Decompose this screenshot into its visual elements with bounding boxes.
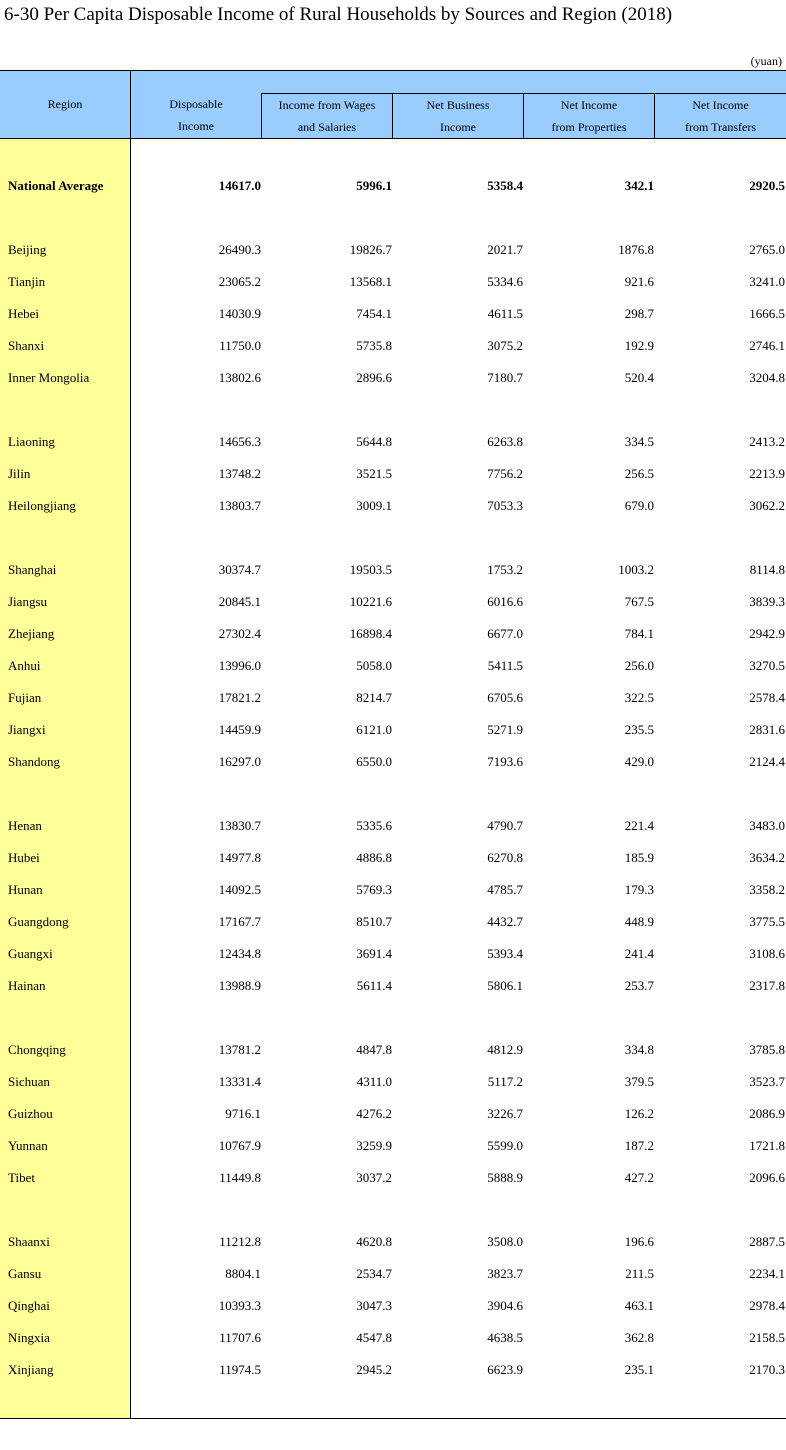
table-row [0,1106,786,1126]
value-disposable-income: 30374.7 [218,562,261,577]
value-disposable-income: 17821.2 [218,690,261,705]
value-net-income-transfers: 2831.6 [749,722,785,737]
value-wages-salaries: 19503.5 [349,562,392,577]
value-net-business-income: 6705.6 [487,690,523,705]
value-net-income-properties: 298.7 [624,306,654,321]
region-name: Beijing [8,242,47,257]
value-wages-salaries: 4847.8 [356,1042,392,1057]
value-disposable-income: 14092.5 [218,882,261,897]
region-name: Chongqing [8,1042,66,1057]
value-wages-salaries: 3691.4 [356,946,392,961]
value-net-business-income: 5411.5 [487,658,523,673]
income-table [0,70,786,1419]
table-row [0,978,786,998]
value-wages-salaries: 4620.8 [356,1234,392,1249]
value-net-business-income: 4638.5 [487,1330,523,1345]
table-row [0,754,786,774]
region-name: Hebei [8,306,40,321]
table-row [0,626,786,646]
value-net-income-transfers: 2978.4 [749,1298,785,1313]
region-column-background [0,139,130,1418]
value-disposable-income: 13748.2 [218,466,261,481]
value-net-income-properties: 235.1 [624,1362,654,1377]
value-wages-salaries: 5735.8 [356,338,392,353]
value-wages-salaries: 5335.6 [356,818,392,833]
value-net-business-income: 5358.4 [487,178,523,193]
region-name: Fujian [8,690,42,705]
region-name: Liaoning [8,434,55,449]
value-net-income-transfers: 3062.2 [749,498,785,513]
value-net-income-properties: 187.2 [624,1138,654,1153]
region-name: Anhui [8,658,41,673]
region-name: Shanxi [8,338,45,353]
value-net-income-properties: 126.2 [624,1106,654,1121]
header-disposable-income: Disposable Income [169,97,223,133]
value-disposable-income: 14617.0 [218,178,261,193]
value-wages-salaries: 5058.0 [356,658,392,673]
table-row [0,914,786,934]
region-name: National Average [8,178,104,193]
value-net-income-transfers: 2887.5 [749,1234,785,1249]
table-row [0,370,786,390]
value-net-business-income: 6677.0 [487,626,523,641]
value-net-business-income: 3226.7 [487,1106,523,1121]
value-wages-salaries: 10221.6 [349,594,392,609]
value-net-business-income: 5271.9 [487,722,523,737]
value-net-income-transfers: 2158.5 [749,1330,785,1345]
table-row [0,498,786,518]
value-disposable-income: 11974.5 [219,1362,261,1377]
table-row [0,434,786,454]
value-net-income-properties: 342.1 [624,178,654,193]
value-net-business-income: 4432.7 [487,914,523,929]
table-row [0,850,786,870]
value-net-income-properties: 192.9 [624,338,654,353]
value-net-business-income: 3904.6 [487,1298,523,1313]
value-net-business-income: 3823.7 [487,1266,523,1281]
value-wages-salaries: 6121.0 [356,722,392,737]
value-wages-salaries: 3047.3 [356,1298,392,1313]
value-net-business-income: 3508.0 [487,1234,523,1249]
table-row [0,1234,786,1254]
value-disposable-income: 13996.0 [218,658,261,673]
value-disposable-income: 23065.2 [218,274,261,289]
value-net-income-transfers: 2578.4 [749,690,785,705]
value-net-business-income: 6270.8 [487,850,523,865]
table-row [0,658,786,678]
value-disposable-income: 10393.3 [218,1298,261,1313]
region-name: Yunnan [8,1138,48,1153]
table-row [0,882,786,902]
page-title: 6-30 Per Capita Disposable Income of Rural Households by Sources and Region (2018) [4,4,673,25]
value-disposable-income: 12434.8 [218,946,261,961]
value-wages-salaries: 2534.7 [356,1266,392,1281]
table-header [0,71,786,139]
value-net-income-properties: 322.5 [624,690,654,705]
value-net-business-income: 7180.7 [487,370,523,385]
value-net-income-transfers: 3785.8 [749,1042,785,1057]
value-wages-salaries: 6550.0 [356,754,392,769]
national-average-row [0,178,786,198]
value-net-income-properties: 179.3 [624,882,654,897]
value-disposable-income: 13802.6 [218,370,261,385]
value-disposable-income: 9716.1 [225,1106,261,1121]
value-wages-salaries: 4311.0 [356,1074,392,1089]
value-net-income-properties: 362.8 [624,1330,654,1345]
value-net-income-transfers: 2920.5 [749,178,785,193]
value-disposable-income: 13331.4 [218,1074,261,1089]
value-net-income-properties: 241.4 [624,946,654,961]
header-net-income-properties: Net Income from Properties [523,93,654,138]
region-name: Hubei [8,850,40,865]
region-name: Tibet [8,1170,35,1185]
value-net-income-transfers: 1666.5 [749,306,785,321]
header-net-business-income: Net Business Income [392,93,523,138]
table-row [0,1170,786,1190]
value-net-income-properties: 256.5 [624,466,654,481]
value-net-income-properties: 379.5 [624,1074,654,1089]
region-name: Gansu [8,1266,42,1281]
value-net-income-transfers: 2086.9 [749,1106,785,1121]
region-name: Hunan [8,882,43,897]
value-net-business-income: 6623.9 [487,1362,523,1377]
value-wages-salaries: 8510.7 [356,914,392,929]
value-net-income-properties: 784.1 [624,626,654,641]
value-wages-salaries: 2945.2 [356,1362,392,1377]
region-name: Shanghai [8,562,57,577]
value-disposable-income: 20845.1 [218,594,261,609]
value-disposable-income: 13830.7 [218,818,261,833]
value-net-business-income: 6263.8 [487,434,523,449]
table-row [0,274,786,294]
value-net-income-transfers: 2746.1 [749,338,785,353]
value-disposable-income: 27302.4 [218,626,261,641]
value-disposable-income: 11212.8 [219,1234,261,1249]
table-row [0,690,786,710]
value-net-income-properties: 1876.8 [618,242,654,257]
value-net-income-transfers: 3358.2 [749,882,785,897]
value-net-income-transfers: 1721.8 [749,1138,785,1153]
region-name: Guangxi [8,946,53,961]
value-net-business-income: 4790.7 [487,818,523,833]
value-net-business-income: 6016.6 [487,594,523,609]
value-disposable-income: 17167.7 [218,914,261,929]
value-wages-salaries: 3259.9 [356,1138,392,1153]
region-name: Hainan [8,978,46,993]
region-name: Heilongjiang [8,498,76,513]
header-region: Region [47,97,83,111]
table-row [0,722,786,742]
value-wages-salaries: 8214.7 [356,690,392,705]
table-row [0,242,786,262]
value-disposable-income: 14977.8 [218,850,261,865]
value-wages-salaries: 3521.5 [356,466,392,481]
table-row [0,1138,786,1158]
value-net-income-transfers: 2413.2 [749,434,785,449]
value-net-income-properties: 334.8 [624,1042,654,1057]
table-row [0,1074,786,1094]
value-net-income-transfers: 3523.7 [749,1074,785,1089]
value-net-income-properties: 211.5 [625,1266,654,1281]
table-row [0,1362,786,1382]
value-wages-salaries: 5769.3 [356,882,392,897]
value-disposable-income: 26490.3 [218,242,261,257]
value-net-income-properties: 256.0 [624,658,654,673]
table-row [0,594,786,614]
value-net-income-properties: 463.1 [624,1298,654,1313]
value-net-income-transfers: 2096.6 [749,1170,785,1185]
value-net-income-transfers: 2317.8 [749,978,785,993]
value-net-income-transfers: 2124.4 [749,754,785,769]
value-net-income-transfers: 2213.9 [749,466,785,481]
value-net-income-properties: 196.6 [624,1234,654,1249]
value-net-income-transfers: 3241.0 [749,274,785,289]
table-row [0,1298,786,1318]
value-net-business-income: 7053.3 [487,498,523,513]
region-name: Xinjiang [8,1362,54,1377]
value-net-business-income: 5888.9 [487,1170,523,1185]
table-row [0,1042,786,1062]
value-disposable-income: 11707.6 [219,1330,261,1345]
value-net-business-income: 5806.1 [487,978,523,993]
table-row [0,1266,786,1286]
value-net-income-properties: 235.5 [624,722,654,737]
region-name: Tianjin [8,274,46,289]
value-net-business-income: 5599.0 [487,1138,523,1153]
table-row [0,818,786,838]
value-net-income-transfers: 3634.2 [749,850,785,865]
value-net-income-transfers: 3775.5 [749,914,785,929]
value-wages-salaries: 5996.1 [356,178,392,193]
region-name: Zhejiang [8,626,55,641]
value-disposable-income: 16297.0 [218,754,261,769]
value-net-income-properties: 221.4 [624,818,654,833]
value-disposable-income: 14656.3 [218,434,261,449]
region-name: Sichuan [8,1074,50,1089]
value-net-business-income: 1753.2 [487,562,523,577]
value-net-income-transfers: 2234.1 [749,1266,785,1281]
value-net-income-transfers: 3270.5 [749,658,785,673]
value-net-income-properties: 427.2 [624,1170,654,1185]
value-wages-salaries: 4886.8 [356,850,392,865]
value-net-income-properties: 679.0 [624,498,654,513]
value-wages-salaries: 3009.1 [356,498,392,513]
value-wages-salaries: 4547.8 [356,1330,392,1345]
value-net-business-income: 5117.2 [487,1074,523,1089]
value-wages-salaries: 19826.7 [349,242,392,257]
region-name: Guizhou [8,1106,53,1121]
region-name: Shandong [8,754,60,769]
value-net-business-income: 7193.6 [487,754,523,769]
value-net-income-properties: 253.7 [624,978,654,993]
region-name: Jiangsu [8,594,47,609]
value-net-income-properties: 520.4 [624,370,654,385]
region-name: Guangdong [8,914,69,929]
value-net-business-income: 5334.6 [487,274,523,289]
table-row [0,946,786,966]
value-wages-salaries: 5644.8 [356,434,392,449]
region-name: Ningxia [8,1330,50,1345]
region-name: Inner Mongolia [8,370,90,385]
value-net-income-properties: 767.5 [624,594,654,609]
value-disposable-income: 11449.8 [219,1170,261,1185]
value-net-income-transfers: 3839.3 [749,594,785,609]
value-wages-salaries: 16898.4 [349,626,392,641]
value-net-business-income: 4812.9 [487,1042,523,1057]
table-row [0,306,786,326]
value-net-income-transfers: 3108.6 [749,946,785,961]
value-net-business-income: 4611.5 [487,306,523,321]
value-wages-salaries: 2896.6 [356,370,392,385]
value-net-income-properties: 334.5 [624,434,654,449]
value-net-income-transfers: 2170.3 [749,1362,785,1377]
value-disposable-income: 10767.9 [218,1138,261,1153]
value-net-business-income: 3075.2 [487,338,523,353]
value-net-business-income: 7756.2 [487,466,523,481]
value-net-income-transfers: 3204.8 [749,370,785,385]
value-disposable-income: 14459.9 [218,722,261,737]
region-name: Qinghai [8,1298,50,1313]
value-net-income-properties: 921.6 [624,274,654,289]
value-wages-salaries: 4276.2 [356,1106,392,1121]
table-row [0,466,786,486]
value-wages-salaries: 3037.2 [356,1170,392,1185]
value-net-business-income: 5393.4 [487,946,523,961]
value-wages-salaries: 13568.1 [349,274,392,289]
value-net-income-transfers: 2765.0 [749,242,785,257]
value-net-income-transfers: 8114.8 [749,562,785,577]
value-disposable-income: 8804.1 [225,1266,261,1281]
table-row [0,1330,786,1350]
value-wages-salaries: 5611.4 [356,978,392,993]
region-name: Jilin [8,466,31,481]
value-net-income-properties: 1003.2 [618,562,654,577]
unit-label: (yuan) [750,54,782,68]
header-net-income-transfers: Net Income from Transfers [654,93,786,138]
value-disposable-income: 13803.7 [218,498,261,513]
region-name: Jiangxi [8,722,46,737]
value-net-income-transfers: 2942.9 [749,626,785,641]
value-disposable-income: 14030.9 [218,306,261,321]
value-disposable-income: 11750.0 [219,338,261,353]
value-disposable-income: 13988.9 [218,978,261,993]
value-disposable-income: 13781.2 [218,1042,261,1057]
table-row [0,338,786,358]
value-net-income-properties: 448.9 [624,914,654,929]
table-row [0,562,786,582]
value-wages-salaries: 7454.1 [356,306,392,321]
value-net-income-properties: 185.9 [624,850,654,865]
region-name: Shaanxi [8,1234,50,1249]
header-wages-salaries: Income from Wages and Salaries [261,93,392,138]
region-name: Henan [8,818,42,833]
value-net-business-income: 4785.7 [487,882,523,897]
value-net-income-transfers: 3483.0 [749,818,785,833]
value-net-income-properties: 429.0 [624,754,654,769]
value-net-business-income: 2021.7 [487,242,523,257]
